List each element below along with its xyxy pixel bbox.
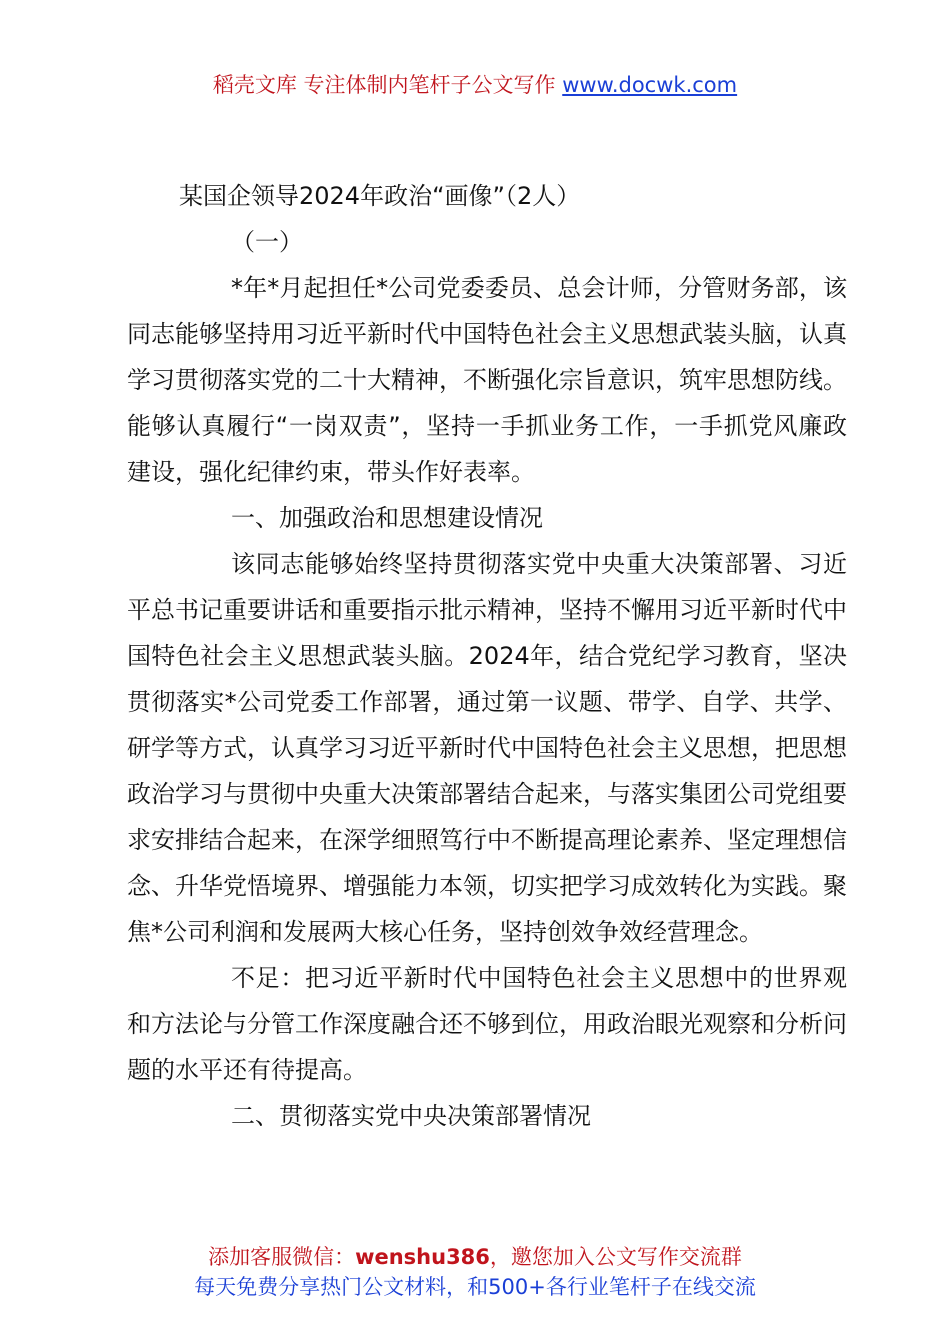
header-brand: 稻壳文库 专注体制内笔杆子公文写作 bbox=[212, 73, 563, 97]
footer-contact-suffix: ，邀您加入公文写作交流群 bbox=[489, 1245, 742, 1269]
footer-contact-line bbox=[0, 1242, 950, 1272]
header-url-link[interactable]: www.docwk.com bbox=[562, 73, 738, 97]
document-title: 某国企领导2024年政治“画像”（2人） bbox=[179, 182, 581, 210]
section-1-heading: 一、加强政治和思想建设情况 bbox=[231, 504, 543, 532]
document-body bbox=[127, 173, 847, 1139]
footer-promo-line: 每天免费分享热门公文材料，和500+各行业笔杆子在线交流 bbox=[194, 1275, 756, 1299]
footer-contact-prefix: 添加客服微信： bbox=[208, 1245, 356, 1269]
page-header bbox=[0, 70, 950, 100]
section-2-heading: 二、贯彻落实党中央决策部署情况 bbox=[231, 1102, 591, 1130]
section-1-shortcoming-paragraph: 不足：把习近平新时代中国特色社会主义思想中的世界观和方法论与分管工作深度融合还不够到位，用政治眼光观察和分析问题的水平还有待提高。 bbox=[127, 964, 847, 1084]
intro-paragraph: *年*月起担任*公司党委委员、总会计师，分管财务部，该同志能够坚持用习近平新时代中国特色社会主义思想武装头脑，认真学习贯彻落实党的二十大精神，不断强化宗旨意识，筑牢思想防线。能够认真履行“一岗双责”，坚持一手抓业务工作，一手抓党风廉政建设，强化纪律约束，带头作好表率。 bbox=[127, 274, 847, 486]
section-1-paragraph: 该同志能够始终坚持贯彻落实党中央重大决策部署、习近平总书记重要讲话和重要指示批示精神，坚持不懈用习近平新时代中国特色社会主义思想武装头脑。2024年，结合党纪学习教育，坚决贯彻落实*公司党委工作部署，通过第一议题、带学、自学、共学、研学等方式，认真学习习近平新时代中国特色社会主义思想，把思想政治学习与贯彻中央重大决策部署结合起来，与落实集团公司党组要求安排结合起来，在深学细照笃行中不断提高理论素养、坚定理想信念、升华党悟境界、增强能力本领，切实把学习成效转化为实践。聚焦*公司利润和发展两大核心任务，坚持创效争效经营理念。 bbox=[127, 550, 847, 946]
page-footer bbox=[0, 1242, 950, 1302]
document-subtitle: （一） bbox=[231, 228, 303, 256]
footer-wechat-id: wenshu386 bbox=[355, 1245, 490, 1269]
